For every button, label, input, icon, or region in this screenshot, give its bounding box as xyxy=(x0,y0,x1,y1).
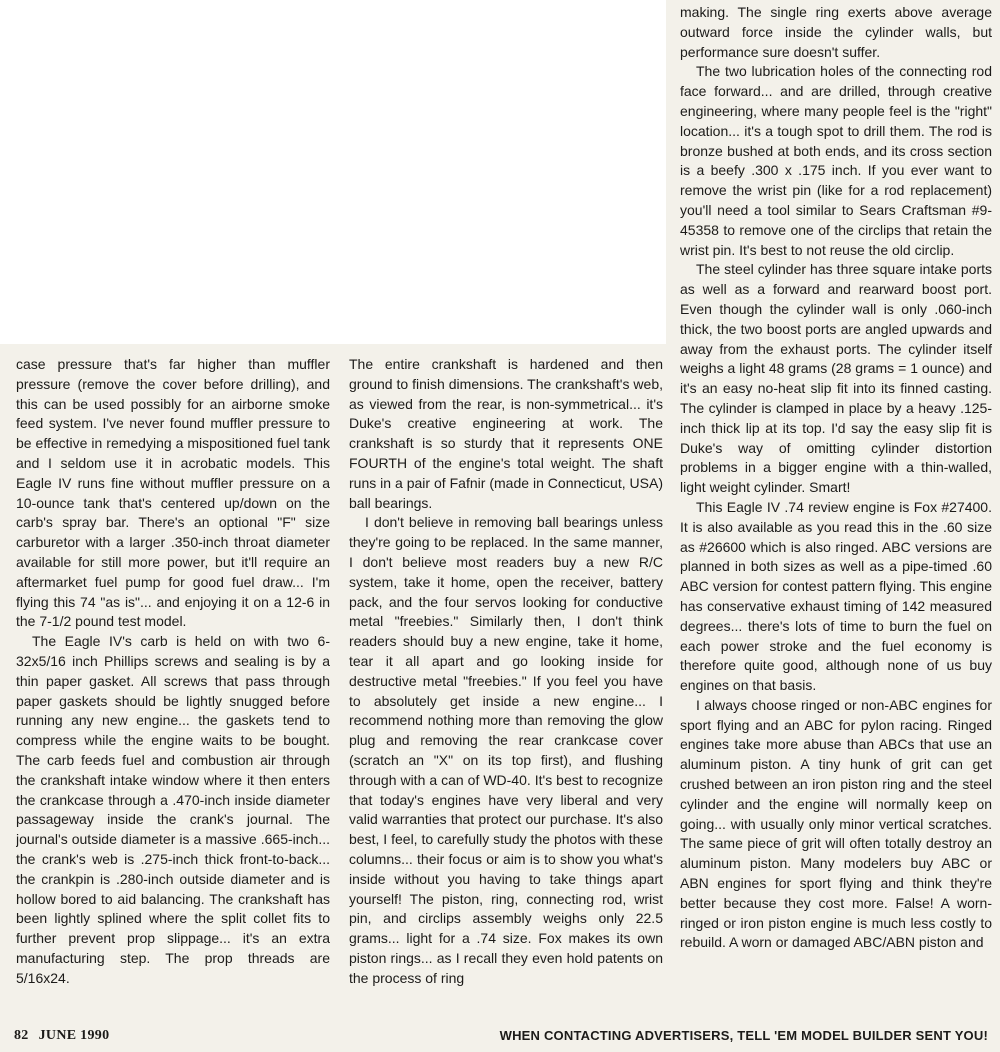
paragraph: case pressure that's far higher than muffler pressure (remove the cover before drilling), and this can be used possibly for an airborne smoke feed system. I've never found muffler pressure to be effective in remedying a mispositioned fuel tank and I seldom use it in acrobatic models. This Eagle IV runs fine without muffler pressure on a 10-ounce tank that's centered up/down on the carb's spray bar. There's an optional "F" size carburetor with a larger .350-inch throat diameter available for still more power, but it'll require an aftermarket fuel pump for good fuel draw... I'm flying this 74 "as is"... and enjoying it on a 12-6 in the 7-1/2 pound test model. xyxy=(16,356,330,630)
paragraph: The Eagle IV's carb is held on with two 6-32x5/16 inch Phillips screws and sealing is by a thin paper gasket. All screws that pass through paper gaskets should be lightly snugged before running any new engine... the gaskets tend to compress while the engine waits to be bought. The carb feeds fuel and combustion air through the crankshaft intake window where it then enters the crankcase through a .470-inch inside diameter passageway inside the crank's journal. The journal's outside diameter is a massive .665-inch... the crank's web is .275-inch thick front-to-back... the crankpin is .280-inch outside diameter and is hollow bored to aid balancing. The crankshaft has been lightly splined where the split collet fits to further prevent prop slippage... it's an extra manufacturing step. The prop threads are 5/16x24. xyxy=(16,633,330,986)
paragraph: The steel cylinder has three square intake ports as well as a forward and rearward boost port. Even though the cylinder wall is only .060-inch thick, the two boost ports are angled upwards and away from the exhaust ports. The cylinder itself weighs a light 48 grams (28 grams = 1 ounce) and it's an easy no-heat slip fit into its finned casting. The cylinder is clamped in place by a heavy .125-inch thick lip at its top. I'd say the easy slip fit is Duke's way of omitting cylinder distortion problems in a bigger engine with a thin-walled, light weight cylinder. Smart! xyxy=(680,261,992,496)
paragraph: The entire crankshaft is hardened and then ground to finish dimensions. The crankshaft's web, as viewed from the rear, is non-symmetrical... it's Duke's creative engineering at work. The crankshaft is so sturdy that it represents ONE FOURTH of the engine's total weight. The shaft runs in a pair of Fafnir (made in Connecticut, USA) ball bearings. xyxy=(349,356,663,511)
text-column-3 xyxy=(680,3,992,1025)
photo-area xyxy=(0,0,666,344)
paragraph: This Eagle IV .74 review engine is Fox #27400. It is also available as you read this in the .60 size as #26600 which is also ringed. ABC versions are planned in both sizes as well as a pipe-timed .60 ABC version for contest pattern flying. This engine has conservative exhaust timing of 142 measured degrees... there's lots of time to burn the fuel on each power stroke and the fuel economy is therefore quite good, although none of us buy engines on that basis. xyxy=(680,498,992,694)
issue-date: JUNE 1990 xyxy=(38,1028,110,1043)
text-column-2 xyxy=(349,355,663,1020)
paragraph: I always choose ringed or non-ABC engines for sport flying and an ABC for pylon racing. Ringed engines take more abuse than ABCs that use an aluminum piston. A tiny hunk of grit can get crushed between an iron piston ring and the steel cylinder and the engine will normally keep on going... with usually only minor vertical scratches. The same piece of grit will often totally destroy an aluminum piston. Many modelers buy ABC or ABN engines for sport flying and think they're better because they cost more. False! A worn-ringed or iron piston engine is much less costly to rebuild. A worn or damaged ABC/ABN piston and xyxy=(680,696,992,951)
page-footer xyxy=(0,1024,1000,1052)
paragraph: I don't believe in removing ball bearings unless they're going to be replaced. In the same manner, I don't believe most readers buy a new R/C system, take it home, open the receiver, battery pack, and the four servos looking for conductive metal "freebies." Similarly then, I don't think readers should buy a new engine, take it home, tear it all apart and go looking inside for destructive metal "freebies." If you feel you have to absolutely get inside a new engine... I recommend nothing more than removing the glow plug and removing the rear crankcase cover (scratch an "X" on its top first), and flushing through with a can of WD-40. It's best to recognize that today's engines have very liberal and very valid warranties that protect our purchase. It's also best, I feel, to carefully study the photos with these columns... their focus or aim is to show you what's inside without you having to take things apart yourself! The piston, ring, connecting rod, wrist pin, and circlips assembly weighs only 22.5 grams... light for a .74 size. Fox makes its own piston rings... as I recall they even hold patents on the process of ring xyxy=(349,514,663,986)
paragraph: The two lubrication holes of the connecting rod face forward... and are drilled, through creative engineering, where many people feel is the "right" location... it's a tough spot to drill them. The rod is bronze bushed at both ends, and its cross section is a beefy .300 x .175 inch. If you ever want to remove the wrist pin (like for a rod replacement) you'll need a tool similar to Sears Craftsman #9-45358 to remove one of the circlips that retain the wrist pin. It's best to not reuse the old circlip. xyxy=(680,63,992,258)
paragraph: making. The single ring exerts above average outward force inside the cylinder walls, but performance sure doesn't suffer. xyxy=(680,4,992,60)
folio xyxy=(14,1028,119,1044)
text-column-1 xyxy=(16,355,330,1020)
page-number: 82 xyxy=(14,1028,29,1043)
advertiser-tagline: WHEN CONTACTING ADVERTISERS, TELL 'EM MODEL BUILDER SENT YOU! xyxy=(499,1028,988,1043)
